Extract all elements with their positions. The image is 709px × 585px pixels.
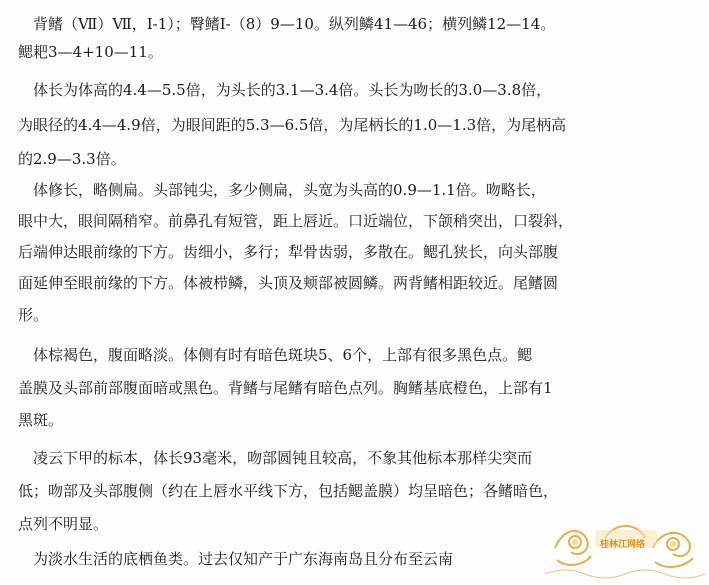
text-line-6: 体修长，略侧扁。头部钝尖，多少侧扁，头宽为头高的0.9—1.1倍。吻略长， <box>18 181 546 199</box>
text-line-10: 形。 <box>18 306 49 324</box>
text-line-5: 的2.9—3.3倍。 <box>18 150 126 168</box>
text-line-1: 背鳍（Ⅶ）Ⅶ，Ⅰ-1）；臀鳍Ⅰ-（8）9—10。纵列鳞41—46；横列鳞12—14。 <box>18 15 556 33</box>
text-line-16: 点列不明显。 <box>18 515 109 533</box>
text-line-9: 面延伸至眼前缘的下方。体被栉鳞，头顶及颊部被圆鳞。两背鳍相距较近。尾鳍圆 <box>18 274 559 292</box>
text-line-17: 为淡水生活的底栖鱼类。过去仅知产于广东海南岛且分布至云南 <box>18 550 454 568</box>
text-line-14: 凌云下甲的标本，体长93毫米，吻部圆钝且较高，不象其他标本那样尖突而 <box>18 449 533 467</box>
text-line-7: 眼中大，眼间隔稍窄。前鼻孔有短管，距上唇近。口近端位，下颌稍突出，口裂斜， <box>18 212 574 230</box>
text-line-2: 鳃耙3—4+10—11。 <box>18 43 163 61</box>
text-line-13: 黑斑。 <box>18 411 64 429</box>
text-line-12: 盖膜及头部前部腹面暗或黑色。背鳍与尾鳍有暗色点列。胸鳍基底橙色，上部有1 <box>18 379 553 397</box>
text-line-11: 体棕褐色，腹面略淡。体侧有时有暗色斑块5、6个，上部有很多黑色点。鳃 <box>18 346 533 364</box>
text-line-3: 体长为体高的4.4—5.5倍，为头长的3.1—3.4倍。头长为吻长的3.0—3.8倍， <box>18 81 552 99</box>
text-line-8: 后端伸达眼前缘的下方。齿细小，多行；犁骨齿弱，多散在。鳃孔狭长，向头部腹 <box>18 243 559 261</box>
watermark-text: 桂林江网络 <box>600 540 646 550</box>
text-line-4: 为眼径的4.4—4.9倍，为眼间距的5.3—6.5倍，为尾柄长的1.0—1.3倍，为尾柄高 <box>18 116 567 134</box>
text-line-15: 低；吻部及头部腹侧（约在上唇水平线下方，包括鳃盖膜）均呈暗色；各鳍暗色， <box>18 482 559 500</box>
